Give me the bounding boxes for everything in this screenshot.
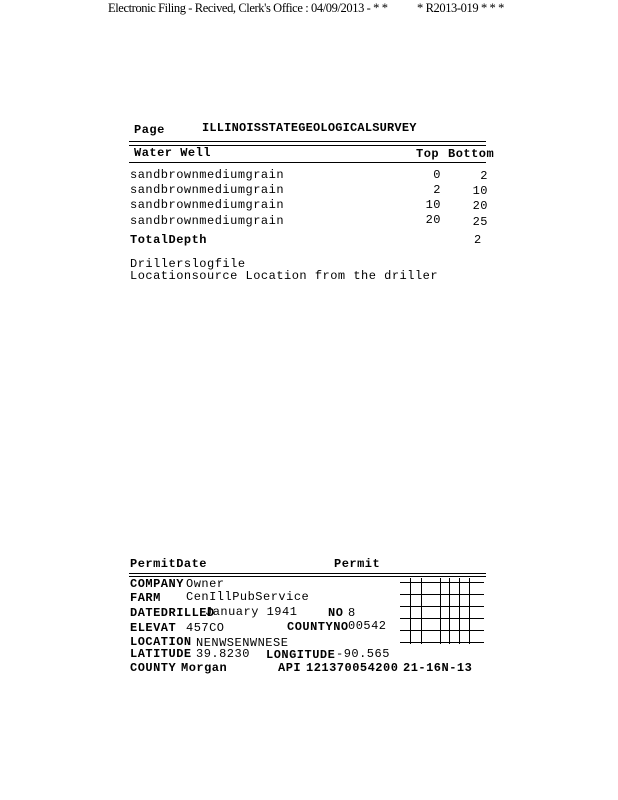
strata-top: 10 <box>425 198 441 212</box>
filing-stamp-left: Electronic Filing - Recived, Clerk's Office : 04/09/2013 - * * <box>108 1 388 15</box>
latitude-label: LATITUDE <box>130 647 192 661</box>
farm-label: FARM <box>130 591 161 605</box>
latitude-value: 39.8230 <box>196 647 250 661</box>
elevation-label: ELEVAT <box>130 621 177 635</box>
permit-number-label: Permit <box>334 557 381 571</box>
strata-bottom: 25 <box>472 215 488 229</box>
number-label: NO <box>328 606 344 620</box>
page-label: Page <box>134 123 165 137</box>
drillers-log-line: Drillerslogfile <box>130 257 246 271</box>
strata-material: sandbrownmediumgrain <box>130 214 285 228</box>
total-depth-value: 2 <box>474 233 482 247</box>
county-value: Morgan <box>181 661 228 675</box>
strata-top: 20 <box>425 213 441 227</box>
county-label: COUNTY <box>130 661 177 675</box>
header-rule-top <box>129 141 486 142</box>
strata-bottom: 2 <box>480 169 488 183</box>
location-source-line: Locationsource Location from the driller <box>130 269 439 283</box>
strata-material: sandbrownmediumgrain <box>130 183 285 197</box>
strata-material: sandbrownmediumgrain <box>130 168 285 182</box>
longitude-label: LONGITUDE <box>266 648 336 662</box>
top-column-header: Top <box>416 147 440 161</box>
strata-material: sandbrownmediumgrain <box>130 198 285 212</box>
farm-value: CenIllPubService <box>186 590 310 604</box>
location-value: NENWSENWNESE <box>196 636 289 650</box>
well-type-label: Water Well <box>134 146 212 160</box>
elevation-value: 457CO <box>186 621 225 635</box>
strata-bottom: 10 <box>472 184 488 198</box>
longitude-value: -90.565 <box>336 647 390 661</box>
county-number-value: 00542 <box>348 619 387 633</box>
api-value: 121370054200 <box>306 661 399 675</box>
strata-top: 2 <box>433 183 441 197</box>
filing-stamp-right: * R2013-019 * * * <box>417 1 504 15</box>
company-value: Owner <box>186 577 225 591</box>
bottom-column-header: Bottom <box>448 147 495 161</box>
permit-rule <box>129 573 486 574</box>
total-depth-label: TotalDepth <box>130 233 208 247</box>
api-label: API <box>278 661 302 675</box>
company-label: COMPANY <box>130 577 184 591</box>
strata-bottom: 20 <box>472 199 488 213</box>
location-label: LOCATION <box>130 635 192 649</box>
agency-title: ILLINOISSTATEGEOLOGICALSURVEY <box>202 121 417 135</box>
header-rule-bottom <box>129 162 486 163</box>
county-number-label: COUNTYNO <box>287 620 349 634</box>
date-drilled-label: DATEDRILLED <box>130 606 215 620</box>
township-range: 21-16N-13 <box>403 661 473 675</box>
strata-top: 0 <box>433 168 441 182</box>
date-drilled-value: January 1941 <box>205 605 298 619</box>
permit-date-label: PermitDate <box>130 557 208 571</box>
number-value: 8 <box>348 606 356 620</box>
